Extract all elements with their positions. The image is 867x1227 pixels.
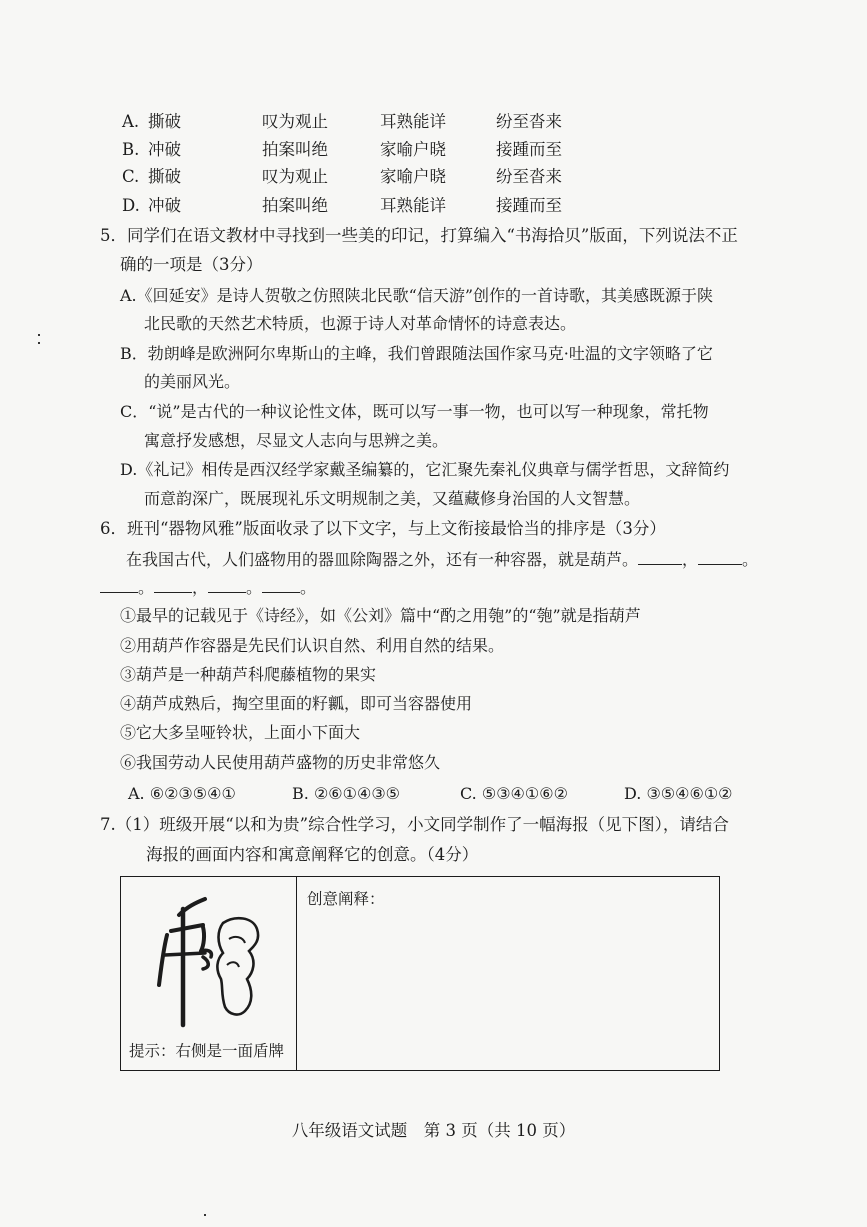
answer-label: 创意阐释： (307, 890, 385, 908)
q6-blank-1[interactable] (638, 550, 682, 565)
q7-stem-line2: 海报的画面内容和寓意阐释它的创意。（4分） (146, 845, 479, 864)
q6-sentence-1: ①最早的记载见于《诗经》，如《公刘》篇中“酌之用匏”的“匏”就是指葫芦 (120, 606, 641, 625)
q6-sentence-2: ②用葫芦作容器是先民们认识自然、利用自然的结果。 (120, 636, 505, 655)
poster-table (120, 876, 720, 1071)
q5-option-d-line1: D.《礼记》相传是西汉经学家戴圣编纂的，它汇聚先秦礼仪典章与儒学哲思，文辞简约 (120, 460, 730, 479)
q6-sentence-6: ⑥我国劳动人民使用葫芦盛物的历史非常悠久 (120, 753, 441, 772)
q5-option-b-line2: 的美丽风光。 (144, 372, 241, 391)
q6-stem: 6．班刊“器物风雅”版面收录了以下文字，与上文衔接最恰当的排序是（3分） (100, 519, 666, 538)
q6-blanks-row: 。 ， 。 。 (100, 578, 316, 598)
q5-option-d-line2: 而意韵深广，既展现礼乐文明规制之美，又蕴藏修身治国的人文智慧。 (144, 489, 641, 508)
q6-blank-6[interactable] (262, 578, 300, 593)
q4-option-b: B. 冲破 拍案叫绝 家喻户晓 接踵而至 (122, 140, 562, 159)
scan-speck (38, 342, 40, 344)
q5-stem-line1: 5．同学们在语文教材中寻找到一些美的印记，打算编入“书海拾贝”版面，下列说法不正 (100, 226, 738, 245)
q5-option-c-line1: C．“说”是古代的一种议论性文体，既可以写一事一物，也可以写一种现象，常托物 (120, 402, 709, 421)
q6-choice-c[interactable]: C. ⑤③④①⑥② (460, 784, 568, 803)
q5-option-b-line1: B．勃朗峰是欧洲阿尔卑斯山的主峰，我们曾跟随法国作家马克·吐温的文字领略了它 (120, 344, 713, 363)
page-footer: 八年级语文试题 第 3 页（共 10 页） (291, 1121, 576, 1140)
q6-sentence-3: ③葫芦是一种葫芦科爬藤植物的果实 (120, 665, 377, 684)
q6-blank-4[interactable] (154, 578, 192, 593)
q5-stem-line2: 确的一项是（3分） (120, 255, 263, 274)
scan-speck (38, 334, 40, 336)
q4-option-a: A. 撕破 叹为观止 耳熟能详 纷至沓来 (122, 112, 562, 131)
q6-passage: 在我国古代，人们盛物用的器皿除陶器之外，还有一种容器，就是葫芦。 ， 。 (126, 550, 759, 569)
scan-speck (204, 1214, 206, 1216)
q4-option-c: C. 撕破 叹为观止 家喻户晓 纷至沓来 (122, 167, 562, 186)
answer-area[interactable] (301, 911, 711, 1061)
q7-stem-line1: 7.（1）班级开展“以和为贵”综合性学习，小文同学制作了一幅海报（见下图），请结合 (100, 815, 729, 834)
q6-blank-5[interactable] (208, 578, 246, 593)
q6-sentence-4: ④葫芦成熟后，掏空里面的籽瓤，即可当容器使用 (120, 694, 473, 713)
q6-blank-2[interactable] (698, 550, 742, 565)
poster-hint: 提示：右侧是一面盾牌 (129, 1042, 285, 1060)
q5-option-a-line1: A.《回延安》是诗人贺敬之仿照陕北民歌“信天游”创作的一首诗歌，其美感既源于陕 (120, 286, 714, 305)
q6-sentence-5: ⑤它大多呈哑铃状，上面小下面大 (120, 723, 361, 742)
q5-option-a-line2: 北民歌的天然艺术特质，也源于诗人对革命情怀的诗意表达。 (144, 314, 577, 333)
poster-spear-shield-image (149, 895, 269, 1035)
q6-choice-d[interactable]: D. ③⑤④⑥①② (624, 784, 733, 803)
q5-option-c-line2: 寓意抒发感想，尽显文人志向与思辨之美。 (144, 431, 449, 450)
q6-blank-3[interactable] (100, 578, 138, 593)
poster-divider (296, 877, 297, 1070)
q4-option-d: D. 冲破 拍案叫绝 耳熟能详 接踵而至 (122, 196, 562, 215)
q6-choice-b[interactable]: B. ②⑥①④③⑤ (292, 784, 400, 803)
q6-choice-a[interactable]: A. ⑥②③⑤④① (128, 784, 236, 803)
q6-choices (128, 784, 748, 806)
